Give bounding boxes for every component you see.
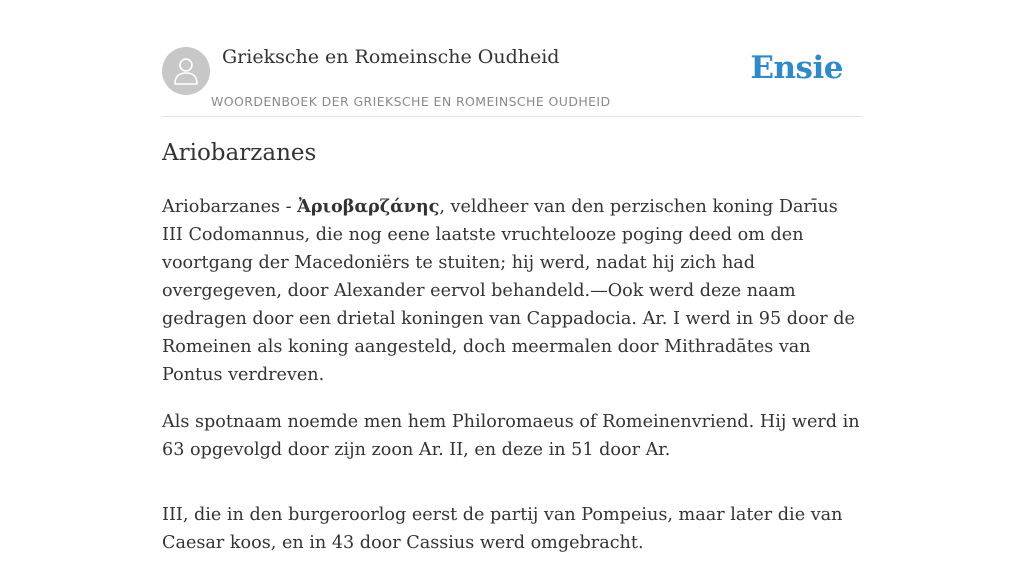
- avatar[interactable]: [162, 47, 210, 95]
- entry-title: Ariobarzanes: [162, 140, 317, 166]
- entry-paragraph: III, die in den burgeroorlog eerst de partij van Pompeius, maar later die van Caesar koos, en in 43 door Cassius werd omgebracht.: [162, 505, 843, 553]
- entry-body: [162, 193, 862, 576]
- site-header: [162, 0, 862, 117]
- entry-lead: Ariobarzanes -: [162, 197, 298, 217]
- entry-text: , veldheer van den perzischen koning Darīus III Codomannus, die nog eene laatste vruchtelooze poging deed om den voortgang der Macedoniërs te stuiten; hij werd, nadat hij zich had overgegeven, door Alexander eervol behandeld.—Ook werd deze naam gedragen door een drietal koningen van Cappadocia. Ar. I werd in 95 door de Romeinen als koning aangesteld, doch meermalen door Mithradātes van Pontus verdreven.: [162, 197, 855, 385]
- book-title[interactable]: Grieksche en Romeinsche Oudheid: [222, 46, 560, 68]
- ensie-logo[interactable]: Ensie: [750, 50, 843, 86]
- greek-term: Ἀριοβαρζάνης: [297, 196, 440, 217]
- entry-paragraph: Als spotnaam noemde men hem Philoromaeus of Romeinenvriend. Hij werd in 63 opgevolgd door zijn zoon Ar. II, en deze in 51 door Ar.: [162, 412, 860, 460]
- user-icon: [173, 56, 199, 86]
- book-subtitle[interactable]: WOORDENBOEK DER GRIEKSCHE EN ROMEINSCHE OUDHEID: [211, 94, 611, 109]
- entry-paragraph: [162, 193, 862, 389]
